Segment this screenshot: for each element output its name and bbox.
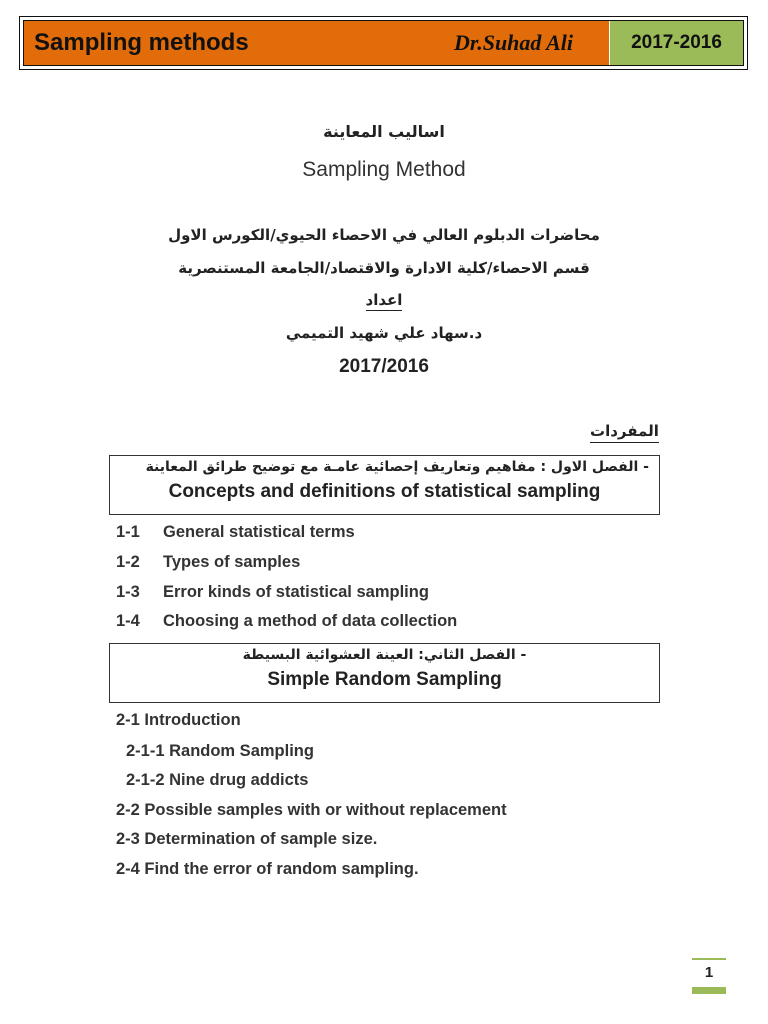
page-number (692, 958, 726, 994)
chapter1-title-arabic: - الفصل الاول : مفاهيم وتعاريف إحصائية عامـة مع توضيح طرائق المعاينة (145, 459, 649, 475)
chapter1-box (109, 455, 660, 515)
chapter2-box (109, 643, 660, 703)
item-number: 1-1 (116, 523, 140, 541)
chapter2-title-english: Simple Random Sampling (267, 669, 502, 690)
chapter1-item (116, 523, 355, 542)
header-inner (23, 20, 744, 66)
chapter1-item (116, 583, 429, 602)
cover-prepared-by (0, 291, 768, 309)
header-author: Dr.Suhad Ali (453, 30, 573, 55)
chapter2-item: 2-3 Determination of sample size. (116, 830, 378, 848)
page-number-bar (692, 987, 726, 994)
chapter2-item: 2-4 Find the error of random sampling. (116, 860, 419, 878)
cover-year: 2017/2016 (339, 356, 429, 377)
header-title-cell (24, 21, 610, 65)
cover-title-arabic: اساليب المعاينة (323, 122, 445, 141)
syllabus-heading: المفردات (590, 422, 659, 443)
item-text: Error kinds of statistical sampling (163, 583, 429, 601)
item-number: 1-3 (116, 583, 140, 601)
prepared-by-label: اعداد (365, 291, 403, 309)
chapter1-item (116, 612, 457, 631)
header-title: Sampling methods (34, 29, 249, 56)
cover-title-english: Sampling Method (302, 158, 466, 181)
header-year: 2017-2016 (610, 21, 743, 65)
item-text: Types of samples (163, 553, 301, 571)
cover-department-line: قسم الاحصاء/كلية الادارة والاقتصاد/الجامعة المستنصرية (178, 259, 590, 277)
chapter2-subitem: 2-1-1 Random Sampling (126, 742, 314, 760)
item-number: 1-4 (116, 612, 140, 630)
chapter2-item: 2-2 Possible samples with or without replacement (116, 801, 507, 819)
cover-author-arabic: د.سهاد علي شهيد التميمي (285, 324, 483, 342)
item-text: General statistical terms (163, 523, 355, 541)
chapter2-title-arabic: - الفصل الثاني: العينة العشوائية البسيطة (242, 647, 527, 663)
chapter1-title-english: Concepts and definitions of statistical sampling (168, 481, 601, 502)
chapter1-item (116, 553, 300, 572)
header-banner (19, 16, 748, 70)
cover-course-line: محاضرات الدبلوم العالي في الاحصاء الحيوي/الكورس الاول (168, 226, 600, 244)
chapter2-subitem: 2-1-2 Nine drug addicts (126, 771, 309, 789)
item-number: 1-2 (116, 553, 140, 571)
page-number-text: 1 (704, 964, 714, 981)
chapter2-item: 2-1 Introduction (116, 711, 241, 729)
item-text: Choosing a method of data collection (163, 612, 458, 630)
